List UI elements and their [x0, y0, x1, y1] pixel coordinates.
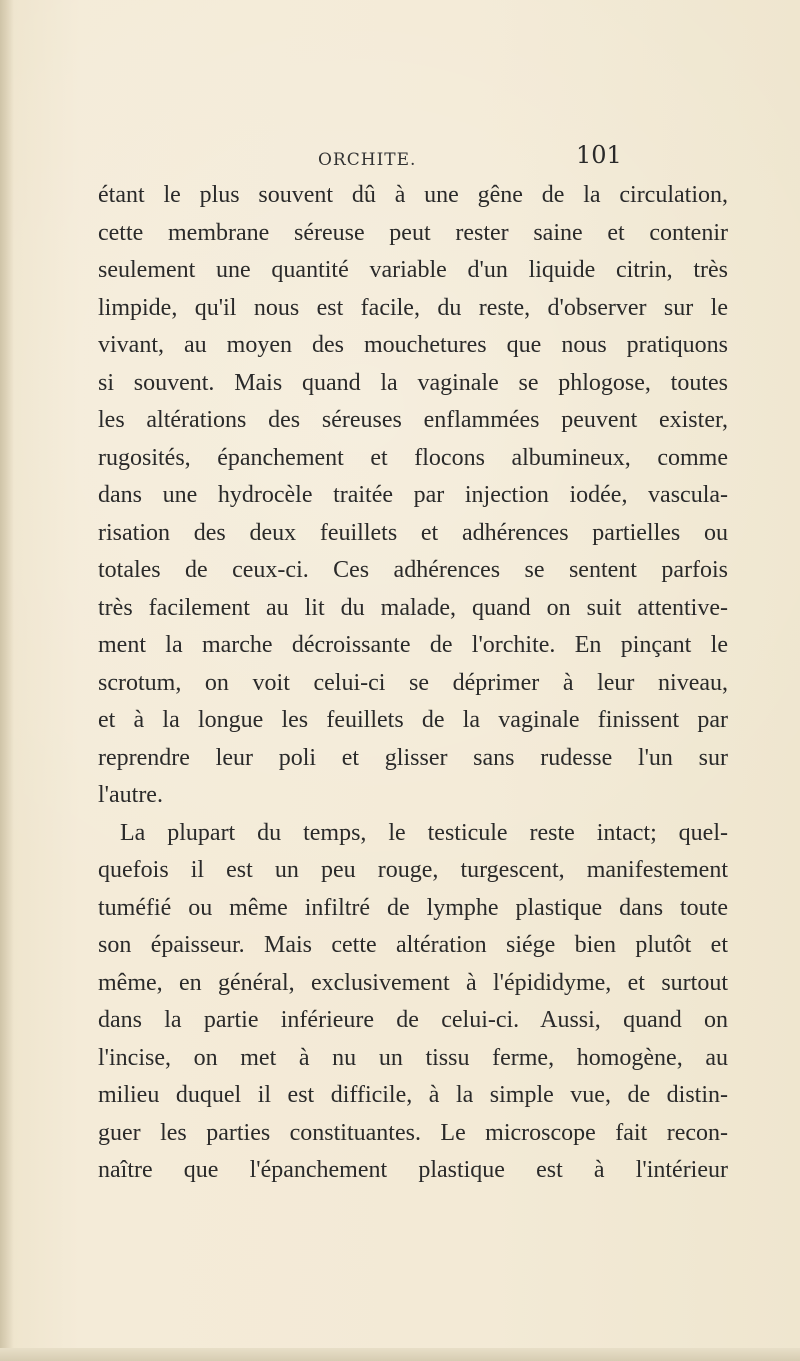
text-line: limpide, qu'il nous est facile, du reste, d'observer sur le — [98, 294, 728, 321]
text-line: reprendre leur poli et glisser sans rudesse l'un sur — [98, 744, 728, 771]
page-bottom-edge — [0, 1348, 800, 1361]
page-left-edge-shadow — [0, 0, 14, 1361]
text-line: quefois il est un peu rouge, turgescent, manifestement — [98, 857, 728, 883]
text-line: vivant, au moyen des mouchetures que nous pratiquons — [98, 332, 728, 358]
text-line: l'incise, on met à nu un tissu ferme, homogène, au — [98, 1044, 728, 1071]
text-line: très facilement au lit du malade, quand on suit attentive- — [98, 594, 728, 621]
page-number: 101 — [576, 141, 622, 169]
text-line: cette membrane séreuse peut rester saine et contenir — [98, 219, 728, 246]
text-line: étant le plus souvent dû à une gêne de la circulation, — [98, 182, 728, 208]
text-line: et à la longue les feuillets de la vaginale finissent par — [98, 707, 728, 733]
paragraph-end-line: l'autre. — [98, 782, 163, 808]
text-line: si souvent. Mais quand la vaginale se phlogose, toutes — [98, 369, 728, 396]
body-text — [98, 177, 728, 1190]
text-line: son épaisseur. Mais cette altération siége bien plutôt et — [98, 932, 728, 958]
text-line: guer les parties constituantes. Le microscope fait recon- — [98, 1119, 728, 1146]
text-line: scrotum, on voit celui-ci se déprimer à leur niveau, — [98, 669, 728, 696]
text-line: totales de ceux-ci. Ces adhérences se sentent parfois — [98, 557, 728, 583]
text-line: tuméfié ou même infiltré de lymphe plastique dans toute — [98, 894, 728, 921]
text-line: ment la marche décroissante de l'orchite. En pinçant le — [98, 632, 728, 658]
text-line: seulement une quantité variable d'un liquide citrin, très — [98, 257, 728, 283]
text-line: rugosités, épanchement et flocons albumineux, comme — [98, 444, 728, 471]
text-line: naître que l'épanchement plastique est à l'intérieur — [98, 1157, 728, 1183]
text-line: même, en général, exclusivement à l'épididyme, et surtout — [98, 969, 728, 996]
paragraph-start-line: La plupart du temps, le testicule reste intact; quel- — [120, 819, 728, 846]
text-line: milieu duquel il est difficile, à la simple vue, de distin- — [98, 1082, 728, 1108]
text-line: les altérations des séreuses enflammées peuvent exister, — [98, 407, 728, 433]
text-line: dans une hydrocèle traitée par injection iodée, vascula- — [98, 482, 728, 508]
text-line: dans la partie inférieure de celui-ci. Aussi, quand on — [98, 1007, 728, 1033]
running-head: ORCHITE. — [318, 150, 417, 170]
text-line: risation des deux feuillets et adhérences partielles ou — [98, 519, 728, 546]
